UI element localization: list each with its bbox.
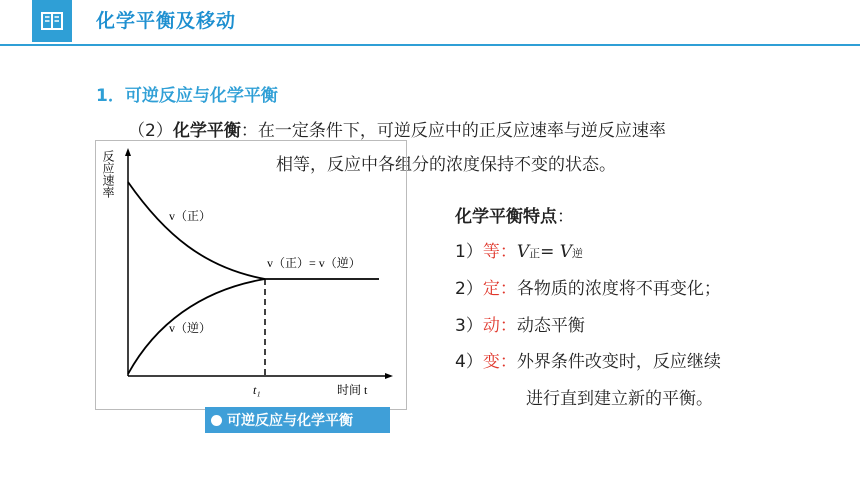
section-title: 1．可逆反应与化学平衡 (96, 86, 278, 106)
series-label-reverse: v（逆） (169, 321, 212, 335)
velocity-subscript: 逆 (572, 247, 584, 260)
chart-frame (96, 141, 407, 410)
features-title-sep: ： (557, 207, 574, 227)
definition-line-2: 相等，反应中各组分的浓度保持不变的状态。 (276, 155, 616, 175)
feature-keyword: 定： (482, 279, 517, 299)
velocity-subscript: 正 (529, 247, 541, 260)
y-axis-arrow (125, 148, 131, 156)
x-tick-t1: t₁ (253, 383, 261, 397)
series-label-forward: v（正） (169, 209, 212, 223)
x-axis-arrow (385, 373, 393, 379)
velocity-symbol: V (559, 242, 573, 262)
feature-item-2 (455, 274, 721, 299)
rate-time-chart (95, 140, 407, 410)
feature-item-3 (455, 311, 585, 336)
definition-prefix: （2） (128, 121, 173, 141)
feature-keyword: 变： (482, 352, 517, 372)
header-bar (0, 0, 860, 46)
definition-sep: ： (240, 121, 258, 141)
definition-term: 化学平衡 (172, 121, 241, 141)
feature-text: 各物质的浓度将不再变化； (516, 279, 721, 299)
feature-keyword: 动： (482, 316, 517, 336)
y-axis-label: 反应速率 (101, 150, 115, 198)
feature-num: 2） (455, 279, 483, 299)
features-title: 化学平衡特点 (455, 207, 557, 227)
book-icon (32, 0, 72, 42)
feature-text: 动态平衡 (516, 316, 585, 336)
chart-svg (95, 140, 407, 410)
feature-item-4 (455, 347, 721, 372)
features-title-line (455, 202, 574, 227)
figure-caption (205, 407, 390, 433)
feature-keyword: 等： (482, 242, 517, 262)
feature-item-4-continuation: 进行直到建立新的平衡。 (526, 389, 713, 409)
feature-num: 3） (455, 316, 483, 336)
equals-sign: = (540, 242, 560, 262)
header-title: 化学平衡及移动 (96, 10, 237, 32)
velocity-symbol: V (516, 242, 530, 262)
definition-text-1: 在一定条件下，可逆反应中的正反应速率与逆反应速率 (257, 121, 666, 141)
feature-item-1 (455, 237, 583, 262)
equilibrium-label: v（正）= v（逆） (267, 256, 361, 270)
definition-line-1 (128, 116, 666, 141)
x-axis-label: 时间 t (337, 383, 368, 397)
series-forward-curve (128, 182, 265, 279)
feature-num: 4） (455, 352, 483, 372)
bullet-icon (211, 415, 222, 426)
feature-num: 1） (455, 242, 483, 262)
caption-text: 可逆反应与化学平衡 (227, 413, 353, 429)
feature-text: 外界条件改变时，反应继续 (516, 352, 721, 372)
